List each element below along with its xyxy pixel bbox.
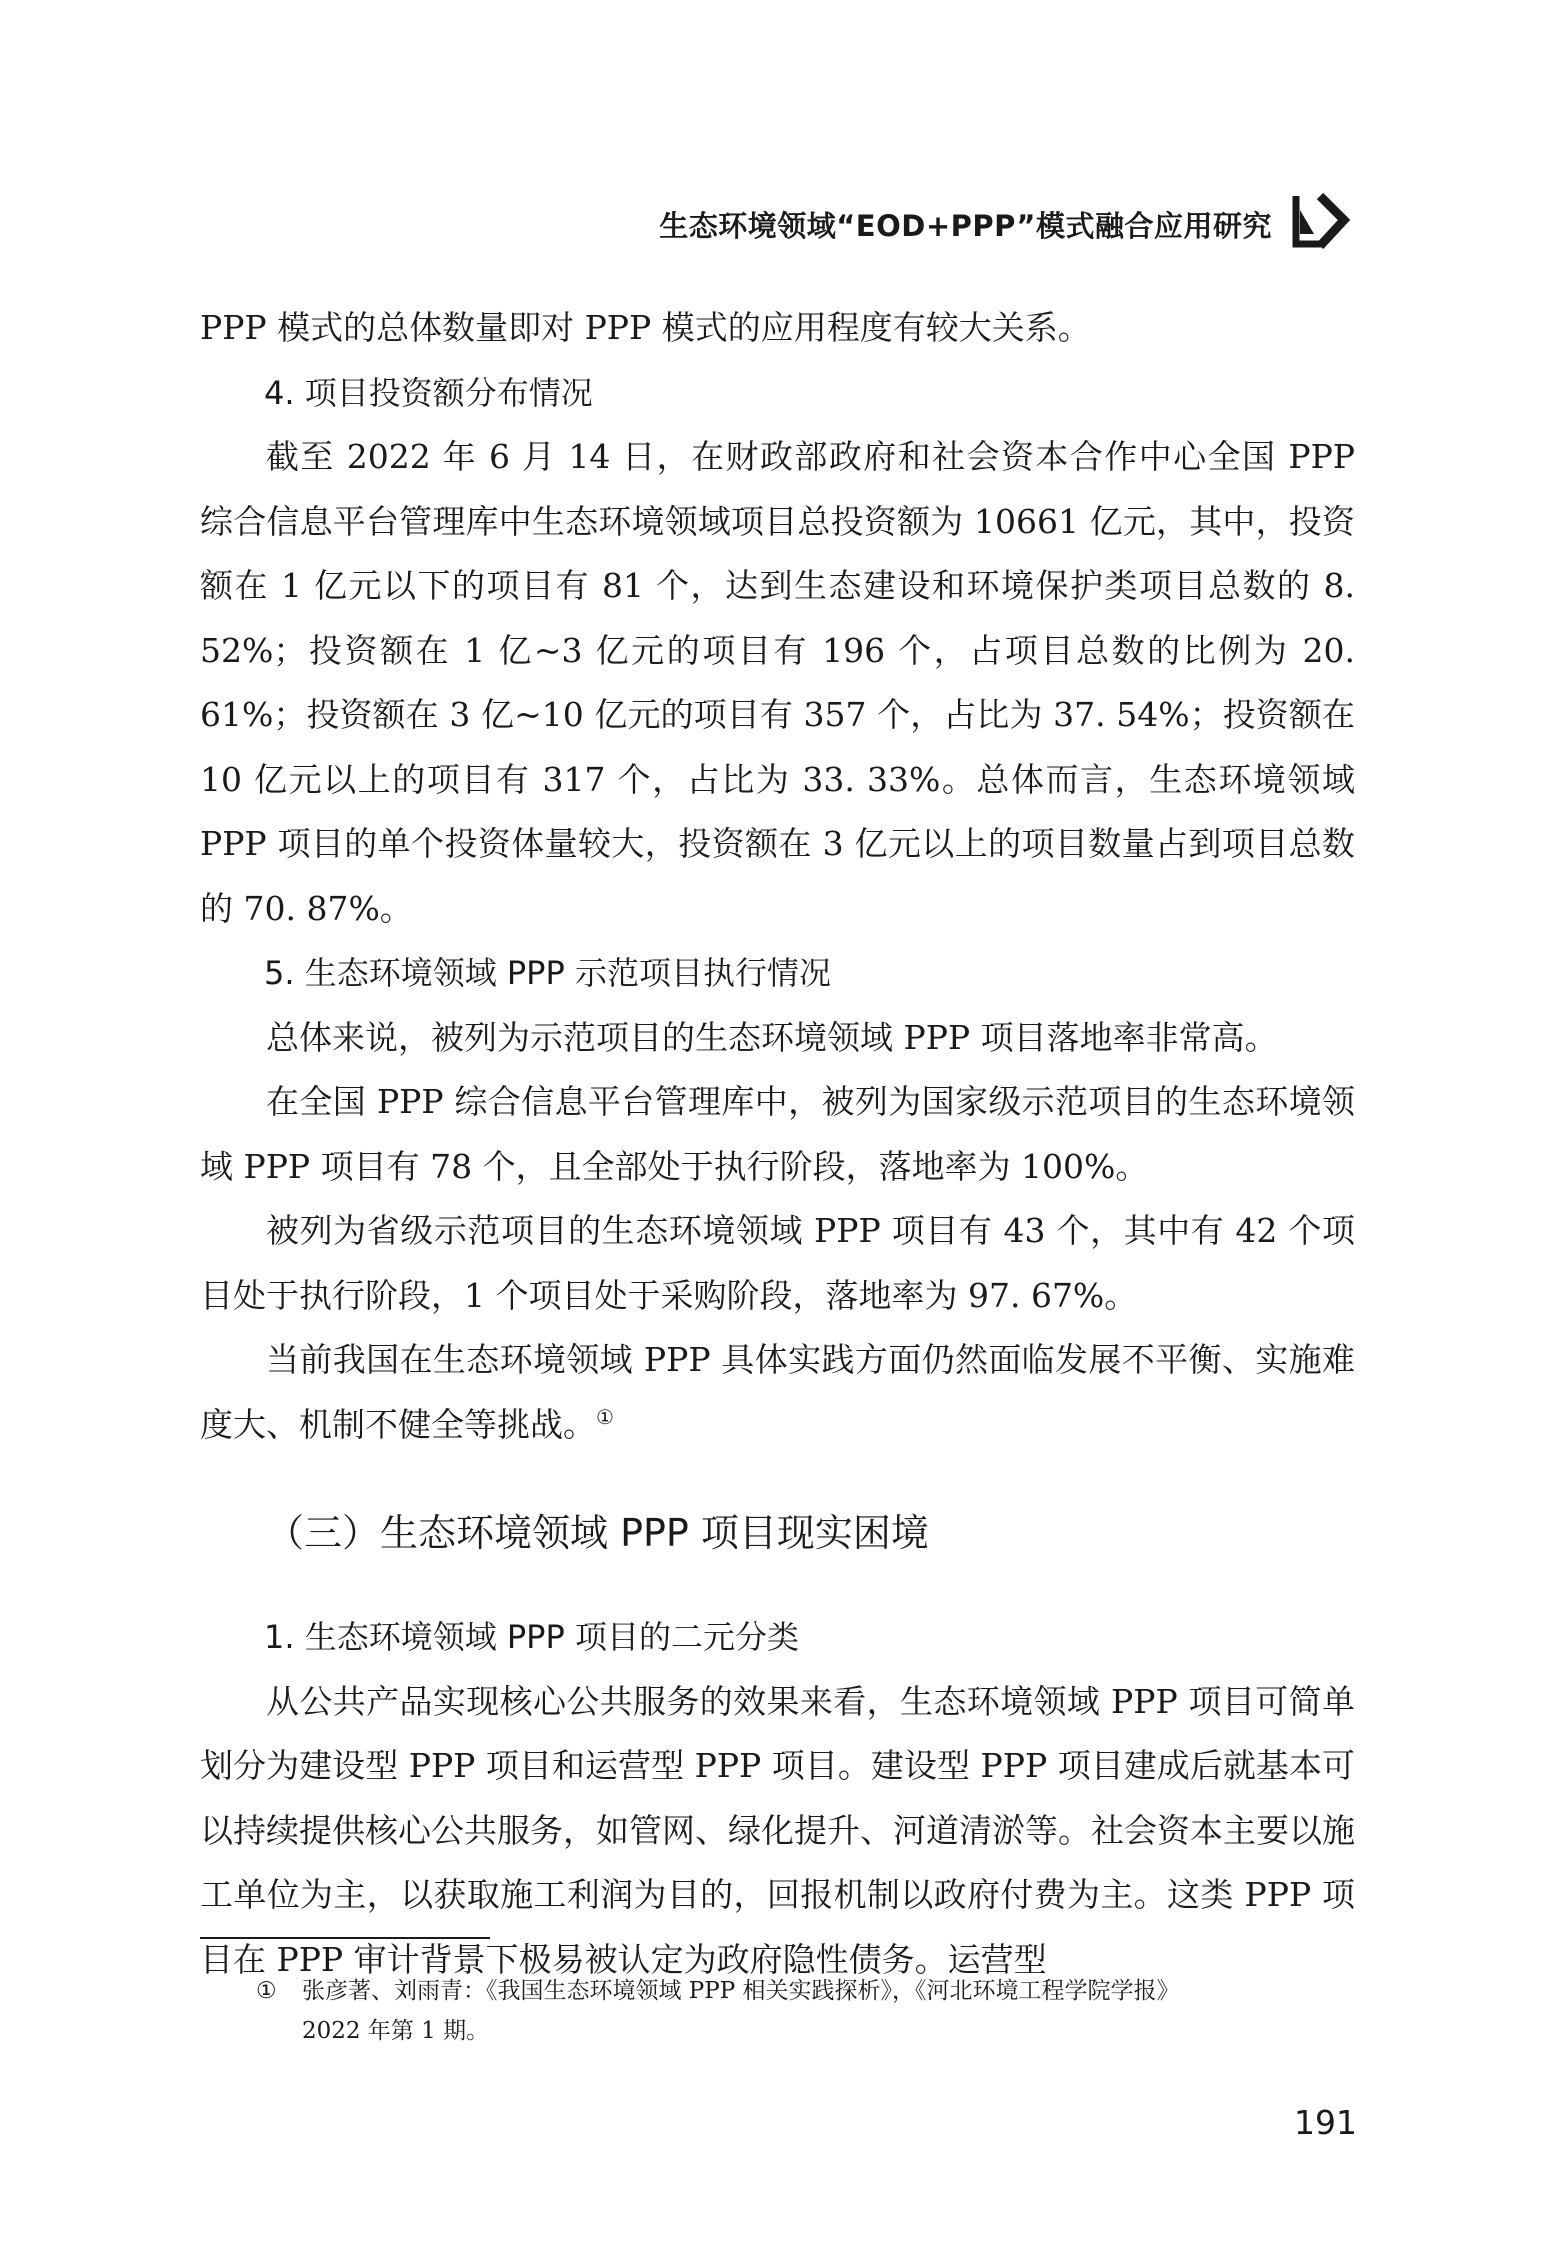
paragraph: 从公共产品实现核心公共服务的效果来看，生态环境领域 PPP 项目可简单划分为建设型 PPP 项目和运营型 PPP 项目。建设型 PPP 项目建成后就基本可以持续提供核心公共服务，如管网、绿化提升、河道清淤等。社会资本主要以施工单位为主，以获取施工利润为目的，回报机制以政府付费为主。这类 PPP 项目在 PPP 审计背景下极易被认定为政府隐性债务。运营型 bbox=[200, 1681, 1355, 1979]
paragraph-text: 当前我国在生态环境领域 PPP 具体实践方面仍然面临发展不平衡、实施难度大、机制不健全等挑战。 bbox=[200, 1340, 1355, 1444]
paragraph: 截至 2022 年 6 月 14 日，在财政部政府和社会资本合作中心全国 PPP 综合信息平台管理库中生态环境领域项目总投资额为 10661 亿元，其中，投资额在 1 亿元以下的项目有 81 个，达到生态建设和环境保护类项目总数的 8. 52%；投资额在 1 亿~3 亿元的项目有 196 个，占项目总数的比例为 20. 61%；投资额在 3 亿~10 亿元的项目有 357 个，占比为 37. 54%；投资额在 10 亿元以上的项目有 317 个，占比为 33. 33%。总体而言，生态环境领域 PPP 项目的单个投资体量较大，投资额在 3 亿元以上的项目数量占到项目总数的 70. 87%。 bbox=[200, 437, 1355, 928]
paragraph-with-footnote-ref bbox=[200, 1328, 1355, 1457]
section-heading: （三）生态环境领域 PPP 项目现实困境 bbox=[266, 1511, 929, 1555]
body-text bbox=[200, 296, 1355, 1992]
paragraph: PPP 模式的总体数量即对 PPP 模式的应用程度有较大关系。 bbox=[200, 308, 1091, 347]
footnote-text-continued: 2022 年第 1 期。 bbox=[302, 2018, 490, 2044]
running-header: 生态环境领域“EOD+PPP”模式融合应用研究 bbox=[659, 209, 1272, 243]
chevron-bracket-icon bbox=[1290, 188, 1356, 250]
paragraph: 总体来说，被列为示范项目的生态环境领域 PPP 项目落地率非常高。 bbox=[266, 1017, 1278, 1057]
footnote-divider bbox=[200, 1937, 490, 1939]
footnote-mark: ① bbox=[256, 1978, 277, 2004]
footnote-reference[interactable]: ① bbox=[596, 1404, 614, 1429]
paragraph: 被列为省级示范项目的生态环境领域 PPP 项目有 43 个，其中有 42 个项目处于执行阶段，1 个项目处于采购阶段，落地率为 97. 67%。 bbox=[200, 1211, 1355, 1315]
paragraph: 在全国 PPP 综合信息平台管理库中，被列为国家级示范项目的生态环境领域 PPP 项目有 78 个，且全部处于执行阶段，落地率为 100%。 bbox=[200, 1082, 1355, 1186]
sub-heading-4: 4. 项目投资额分布情况 bbox=[264, 373, 593, 412]
footnote-text: 张彦著、刘雨青：《我国生态环境领域 PPP 相关实践探析》，《河北环境工程学院学报》 bbox=[302, 1978, 1180, 2004]
page-number: 191 bbox=[1294, 2103, 1357, 2142]
footnote bbox=[256, 1971, 1356, 2051]
sub-heading-1: 1. 生态环境领域 PPP 项目的二元分类 bbox=[264, 1618, 799, 1656]
sub-heading-5: 5. 生态环境领域 PPP 示范项目执行情况 bbox=[264, 954, 831, 992]
